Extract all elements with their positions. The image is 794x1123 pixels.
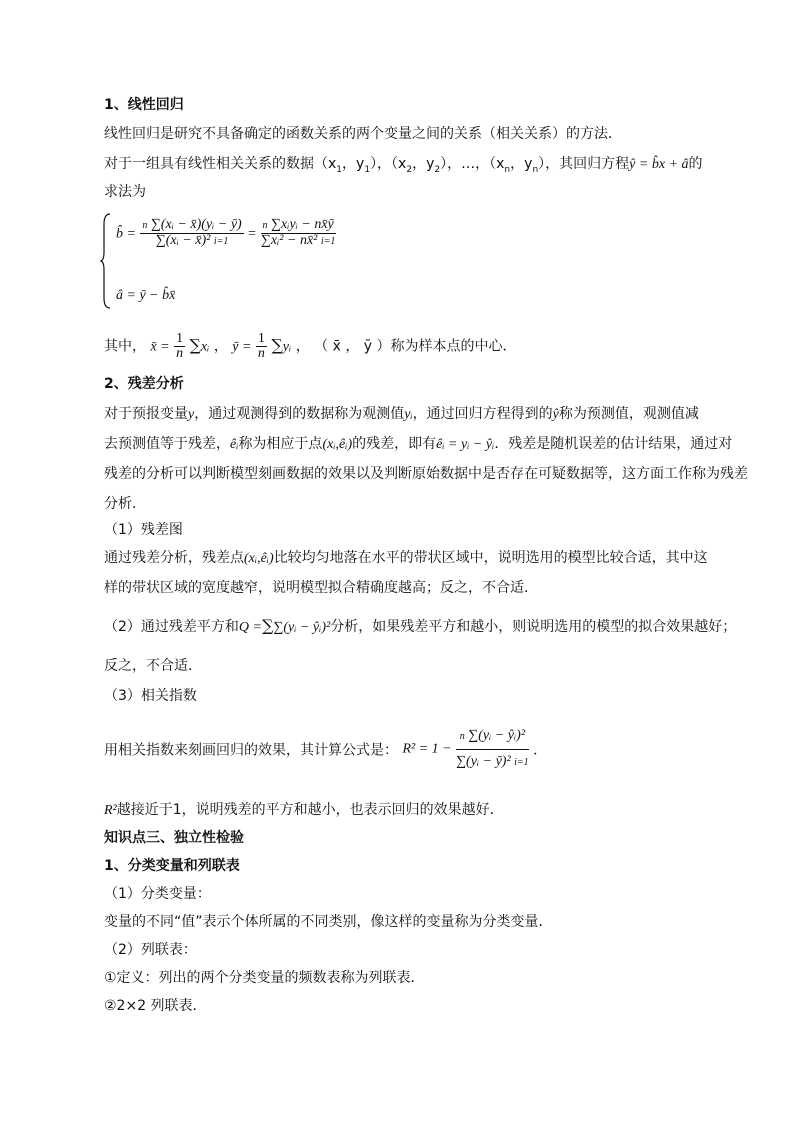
paragraph: R²越接近于1，说明残差的平方和越小，也表示回归的效果越好． [104, 802, 504, 818]
subheading: （1）分类变量： [104, 886, 211, 902]
paragraph: 变量的不同“值”表示个体所属的不同类别，像这样的变量称为分类变量． [104, 914, 553, 930]
paragraph: ②2×2 列联表． [104, 998, 207, 1014]
paragraph: 分析． [104, 496, 146, 512]
b-fraction-1: $\frac{\text{n ∑(xᵢ − x̄)(yᵢ − ȳ)}}{\text{∑(xᵢ − x̄)² i=1}}$ [142, 217, 242, 248]
subsection-title: 1、分类变量和列联表 [104, 858, 240, 874]
paragraph: 对于预报变量y，通过观测得到的数据称为观测值yᵢ，通过回归方程得到的ŷ称为预测值，观测值减 [104, 406, 699, 422]
paragraph: 样的带状区域的宽度越窄，说明模型拟合精确度越高；反之，不合适． [104, 580, 538, 596]
b-fraction-2: $\frac{\text{n ∑xᵢyᵢ − nx̄ȳ}}{\text{∑xᵢ² − nx̄² i=1}}$ [260, 217, 336, 248]
paragraph: 线性回归是研究不具备确定的函数关系的两个变量之间的关系（相关关系）的方法． [104, 126, 622, 142]
left-brace-icon [100, 212, 112, 310]
paragraph: 反之，不合适． [104, 658, 202, 674]
paragraph-sum-of-squares: （2）通过残差平方和Q =∑∑(yᵢ − ŷᵢ)²分析，如果残差平方和越小，则说明选用的模型的拟合效果越好； [104, 616, 737, 635]
b-hat-formula: b̂ = $\frac{\text{n ∑(xᵢ − x̄)(yᵢ − ȳ)}}{\text{∑(xᵢ − x̄)² i=1}}$ = $\frac{\text{n ∑xᵢyᵢ − nx̄ȳ}}{\text{∑xᵢ² − nx̄² i=1}}$ [116, 217, 336, 248]
a-hat-formula: â = ȳ − b̂x̄ [116, 288, 176, 303]
sigma-icon: ∑ [261, 616, 274, 635]
sigma-icon: ∑ [271, 335, 283, 355]
sample-center-line: 其中， x̄ = $\frac{1}{n}$ ∑xᵢ ， ȳ = $\frac{1}{n}$ ∑yᵢ ， （ x̄ ， ȳ ）称为样本点的中心． [104, 331, 517, 361]
formula-system [100, 210, 420, 310]
r2-fraction: $\frac{\text{n ∑(yᵢ − ŷᵢ)²}}{\text{∑(yᵢ − ȳ)² i=1}}$ [456, 724, 529, 775]
subheading-correlation-index: （3）相关指数 [104, 688, 197, 704]
paragraph-data-set: 对于一组具有线性相关关系的数据（$x_1$，$y_1$），（$x_2$，$y_2$），…，（$x_n$，$y_n$），其回归方程ŷ = b̂x + â的 [104, 156, 703, 175]
section-title-independence-test: 知识点三、独立性检验 [104, 830, 244, 846]
sigma-icon: ∑ [189, 335, 201, 355]
paragraph: 去预测值等于残差，êᵢ称为相应于点(xᵢ,êᵢ)的残差，即有êᵢ = yᵢ − ŷᵢ．残差是随机误差的估计结果，通过对 [104, 436, 733, 452]
section-title-linear-regression: 1、线性回归 [104, 97, 184, 113]
regression-equation: ŷ = b̂x + â [629, 157, 689, 172]
paragraph: 通过残差分析，残差点(xᵢ,êᵢ)比较均匀地落在水平的带状区域中，说明选用的模型比较合适，其中这 [104, 550, 708, 566]
section-title-residual-analysis: 2、残差分析 [104, 376, 184, 392]
subheading: （2）列联表： [104, 942, 197, 958]
subheading-residual-plot: （1）残差图 [104, 522, 183, 538]
paragraph: ①定义：列出的两个分类变量的频数表称为列联表． [104, 970, 425, 986]
r-squared-formula: 用相关指数来刻画回归的效果，其计算公式是： R² = 1 − $\frac{\text{n ∑(yᵢ − ŷᵢ)²}}{\text{∑(yᵢ − ȳ)² i=1}}$ ． [104, 724, 547, 784]
paragraph: 求法为 [104, 184, 146, 200]
paragraph: 残差的分析可以判断模型刻画数据的效果以及判断原始数据中是否存在可疑数据等，这方面工作称为残差 [104, 466, 748, 482]
